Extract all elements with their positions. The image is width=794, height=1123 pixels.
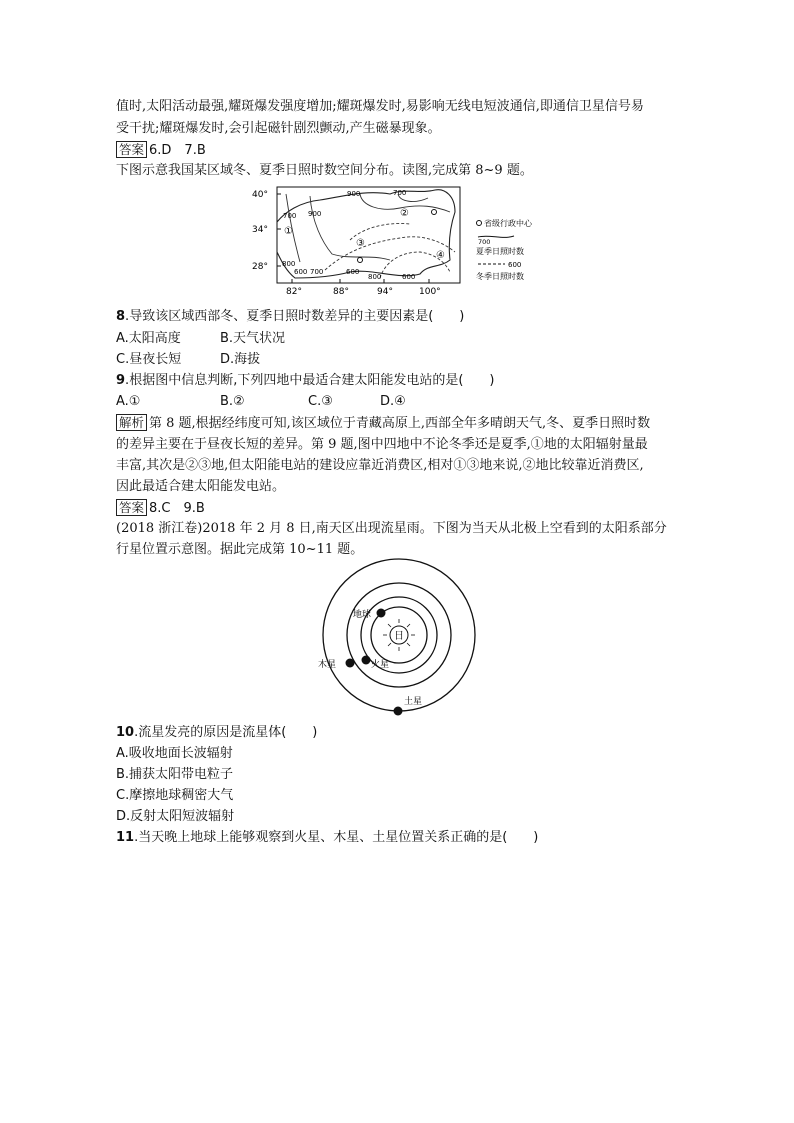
- question-text: 流星发亮的原因是流星体( ): [138, 725, 318, 740]
- lon-label: 94°: [377, 287, 393, 297]
- legend-capital: 省级行政中心: [484, 219, 532, 228]
- legend-summer-sample: 700: [478, 238, 491, 246]
- earth-icon: [377, 609, 386, 618]
- lat-label: 28°: [252, 262, 268, 272]
- site-label: ②: [400, 208, 409, 219]
- analysis-line: 丰富,其次是②③地,但太阳能电站的建设应靠近消费区,相对①③地来说,②地比较靠近消费区,: [116, 458, 644, 473]
- option: A.吸收地面长波辐射: [116, 746, 233, 761]
- earth-label: 地球: [353, 610, 372, 620]
- solar-system-diagram: [315, 557, 485, 719]
- capital-marker: [432, 210, 437, 215]
- contour-label: 600: [346, 268, 360, 276]
- analysis-line: 因此最适合建太阳能发电站。: [116, 479, 286, 494]
- question-number: 9: [116, 373, 126, 388]
- legend-winter-sample: 600: [508, 261, 522, 269]
- saturn-icon: [394, 707, 403, 716]
- question-11: 11.当天晚上地球上能够观察到火星、木星、土星位置关系正确的是( ): [116, 830, 539, 845]
- legend-winter: 冬季日照时数: [476, 272, 524, 281]
- option: D.④: [380, 394, 406, 409]
- text-line: 值时,太阳活动最强,耀斑爆发强度增加;耀斑爆发时,易影响无线电短波通信,即通信卫星信号易: [116, 99, 644, 114]
- lon-label: 88°: [333, 287, 349, 297]
- option: D.反射太阳短波辐射: [116, 809, 235, 824]
- answer-line: [116, 141, 206, 160]
- option: A.①: [116, 394, 141, 409]
- analysis-line: [116, 414, 650, 433]
- analysis-line: 的差异主要在于昼夜长短的差异。第 9 题,图中四地中不论冬季还是夏季,①地的太阳辐射量最: [116, 437, 648, 452]
- option: D.海拔: [220, 352, 261, 367]
- jupiter-icon: [346, 659, 355, 668]
- option: C.昼夜长短: [116, 352, 182, 367]
- question-number: 10: [116, 725, 135, 740]
- option: C.摩擦地球稠密大气: [116, 788, 234, 803]
- question-text: 当天晚上地球上能够观察到火星、木星、土星位置关系正确的是( ): [138, 830, 539, 845]
- question-number: 11: [116, 830, 135, 845]
- saturn-label: 土星: [404, 697, 423, 707]
- jupiter-label: 木星: [318, 660, 337, 670]
- contour-label: 800: [282, 260, 296, 268]
- option: C.③: [308, 394, 333, 409]
- site-label: ①: [284, 226, 293, 237]
- answer-line: [116, 499, 205, 518]
- option: B.捕获太阳带电粒子: [116, 767, 234, 782]
- answer-text: 8.C 9.B: [149, 501, 205, 516]
- lon-label: 100°: [419, 287, 441, 297]
- contour-label: 700: [393, 189, 407, 197]
- contour-label: 700: [283, 212, 297, 220]
- mars-label: 火星: [371, 660, 390, 670]
- option: B.天气状况: [220, 331, 286, 346]
- contour-label: 700: [310, 268, 324, 276]
- question-text: 导致该区域西部冬、夏季日照时数差异的主要因素是( ): [129, 309, 465, 324]
- legend-summer: 夏季日照时数: [476, 247, 524, 256]
- question-10: 10.流星发亮的原因是流星体( ): [116, 725, 318, 740]
- sun-label: 日: [394, 631, 404, 642]
- analysis-text: 第 8 题,根据经纬度可知,该区域位于青藏高原上,西部全年多晴朗天气,冬、夏季日照时数: [149, 416, 651, 431]
- contour-label: 800: [368, 273, 382, 281]
- question-8: 8.导致该区域西部冬、夏季日照时数差异的主要因素是( ): [116, 309, 465, 324]
- answer-label: 答案: [116, 499, 147, 516]
- text-line: 下图示意我国某区域冬、夏季日照时数空间分布。读图,完成第 8~9 题。: [116, 163, 533, 178]
- text-line: (2018 浙江卷)2018 年 2 月 8 日,南天区出现流星雨。下图为当天从北极上空看到的太阳系部分: [116, 521, 667, 536]
- analysis-label: 解析: [116, 414, 147, 431]
- lat-label: 34°: [252, 225, 268, 235]
- contour-label: 900: [308, 210, 322, 218]
- question-9: 9.根据图中信息判断,下列四地中最适合建太阳能发电站的是( ): [116, 373, 495, 388]
- sunshine-map: [250, 182, 560, 300]
- text-line: 受干扰;耀斑爆发时,会引起磁针剧烈颤动,产生磁暴现象。: [116, 121, 441, 136]
- contour-label: 900: [347, 190, 361, 198]
- question-number: 8: [116, 309, 126, 324]
- site-label: ④: [436, 250, 445, 261]
- text-line: 行星位置示意图。据此完成第 10~11 题。: [116, 542, 364, 557]
- contour-label: 600: [402, 273, 416, 281]
- contour-label: 600: [294, 268, 308, 276]
- legend-capital-icon: [477, 221, 482, 226]
- answer-text: 6.D 7.B: [149, 143, 206, 158]
- site-label: ③: [356, 238, 365, 249]
- lon-label: 82°: [286, 287, 302, 297]
- option: B.②: [220, 394, 245, 409]
- answer-label: 答案: [116, 141, 147, 158]
- question-text: 根据图中信息判断,下列四地中最适合建太阳能发电站的是( ): [129, 373, 495, 388]
- mars-icon: [362, 656, 371, 665]
- capital-marker: [358, 258, 363, 263]
- lat-label: 40°: [252, 190, 268, 200]
- option: A.太阳高度: [116, 331, 181, 346]
